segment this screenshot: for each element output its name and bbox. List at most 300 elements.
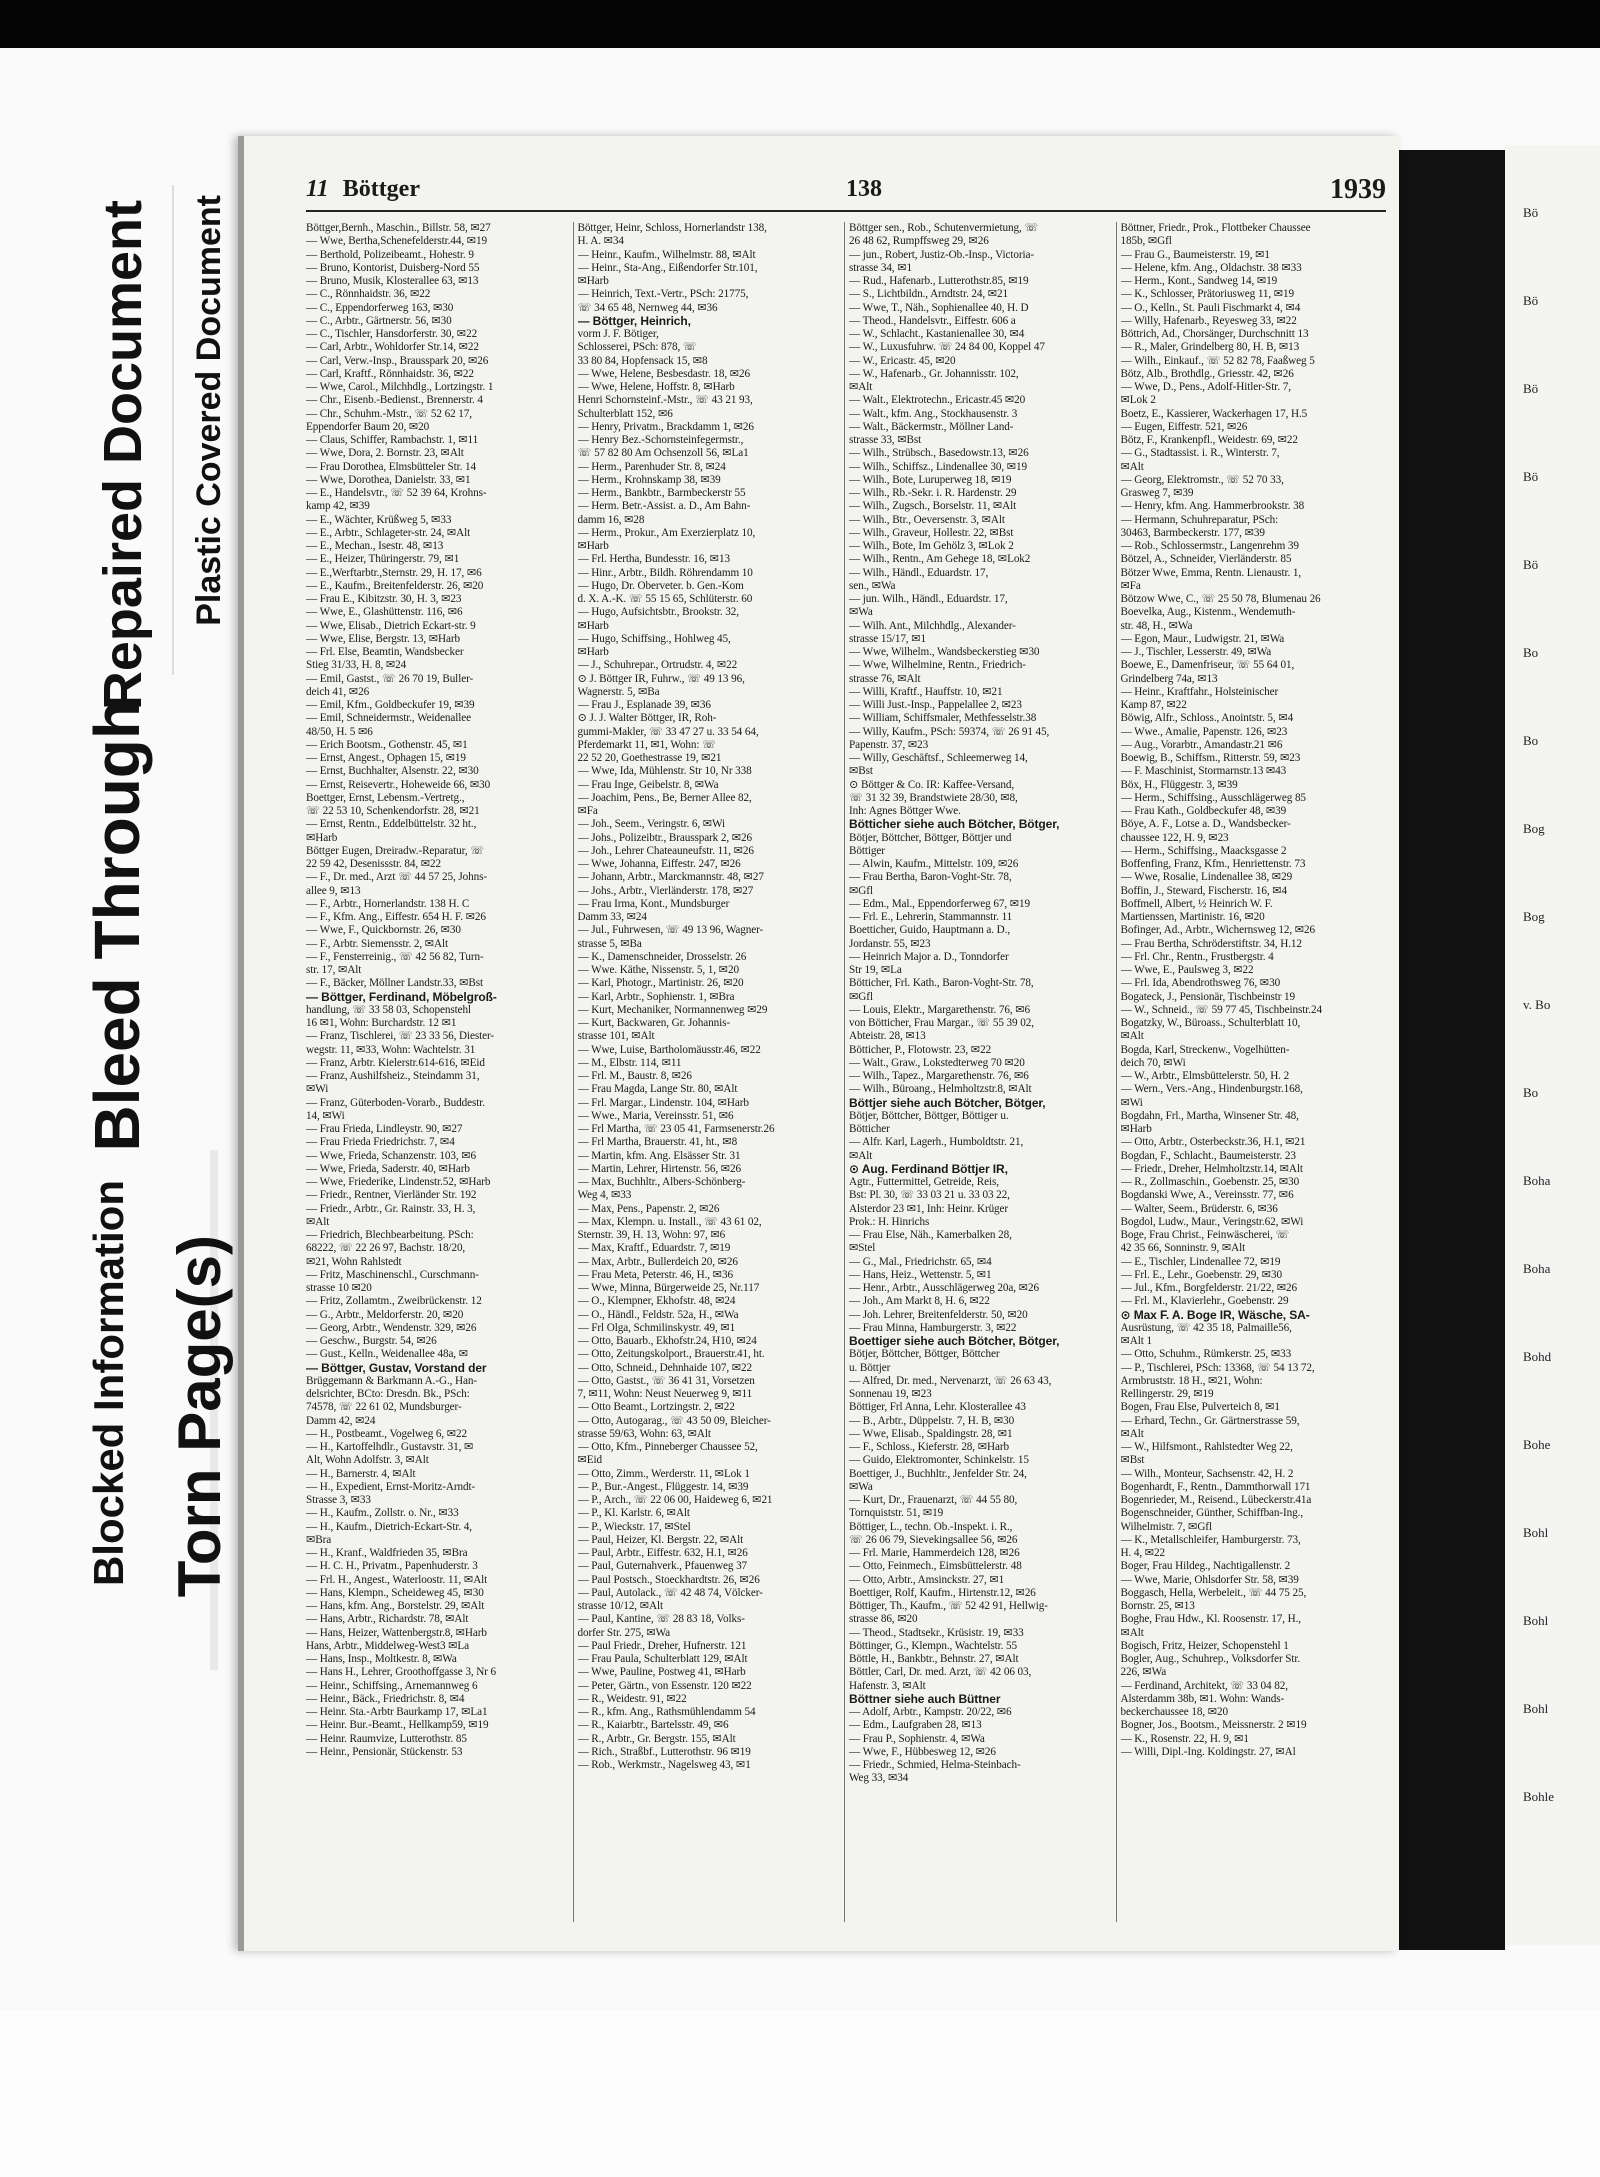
directory-entry-line: Bogler, Aug., Schuhrep., Volksdorfer Str.: [1120, 1653, 1301, 1665]
directory-entry-line: von Bötticher, Frau Margar., ☏ 55 39 02,: [849, 1017, 1034, 1029]
directory-entry-line: Bornstr. 25, ✉13: [1120, 1600, 1195, 1612]
directory-entry-line: — Wwe, E., Paulsweg 3, ✉22: [1120, 964, 1254, 976]
directory-entry-line: — Paul, Kantine, ☏ 28 83 18, Volks-: [577, 1613, 745, 1626]
label-bleed-through: Bleed Through: [81, 700, 153, 1152]
directory-entry-line: Bogdanski Wwe, A., Vereinsstr. 77, ✉6: [1120, 1189, 1294, 1202]
directory-entry-line: ✉Harb: [577, 646, 609, 658]
directory-entry-line: Bogdan, F., Schlacht., Baumeisterstr. 23: [1120, 1149, 1296, 1162]
directory-entry-line: — Heinrich Major a. D., Tonndorfer: [849, 950, 1009, 963]
directory-entry-line: — Frl. E., Lehrerin, Stammannstr. 11: [849, 911, 1013, 923]
directory-entry-line: — Max, Arbtr., Bullerdeich 20, ✉26: [577, 1255, 738, 1268]
directory-entry-line: — Frau Else, Näh., Kamerbalken 28,: [849, 1229, 1012, 1241]
directory-entry-line: Ausrüstung, ☏ 42 35 18, Palmaille56,: [1120, 1321, 1292, 1334]
directory-entry-line: Prok.: H. Hinrichs: [849, 1215, 930, 1228]
directory-entry-line: Boevelka, Aug., Kistenm., Wendemuth-: [1120, 606, 1296, 619]
directory-entry-line: Papenstr. 37, ✉23: [849, 738, 929, 751]
directory-entry-line: — W., Ericastr. 45, ✉20: [849, 354, 956, 367]
directory-entry-line: Böwig, Alfr., Schloss., Anointstr. 5, ✉4: [1120, 712, 1294, 725]
directory-entry-line: — Frl. Else, Beamtin, Wandsbecker: [306, 646, 464, 658]
directory-entry-line: — Otto, Arbtr., Amsinckstr. 27, ✉1: [849, 1573, 1005, 1586]
directory-entry-line: Damm 42, ✉24: [306, 1414, 376, 1427]
directory-entry-line: — Wwe, Helene, Hoffstr. 8, ✉Harb: [577, 381, 735, 393]
directory-entry-line: — Wilh., Einkauf., ☏ 52 82 78, Faaßweg 5: [1120, 354, 1315, 367]
directory-entry-line: — P., Tischlerei, PSch: 13368, ☏ 54 13 72,: [1120, 1361, 1315, 1374]
directory-entry-line: — C., Tischler, Hansdorferstr. 30, ✉22: [306, 328, 478, 340]
directory-entry-line: ☏ 22 53 10, Schenkendorfstr. 28, ✉21: [306, 805, 480, 817]
directory-entry-line: — Frl. Marie, Hammerdeich 128, ✉26: [849, 1547, 1020, 1559]
directory-entry-line: Bötz, Alb., Brothdlg., Griesstr. 42, ✉26: [1120, 367, 1294, 380]
directory-entry-line: — S., Lichtbildn., Arndtstr. 24, ✉21: [849, 288, 1008, 301]
facing-page-text: v. Bo: [1523, 997, 1551, 1012]
directory-entry-line: Armbruststr. 18 H., ✉21, Wohn:: [1120, 1374, 1263, 1387]
facing-page-text: Bohe: [1523, 1437, 1551, 1452]
directory-entry-line: — Otto, Feinmech., Eimsbüttelerstr. 48: [849, 1560, 1022, 1573]
directory-entry-line: — Fritz, Zollamtm., Zweibrückenstr. 12: [306, 1295, 482, 1308]
directory-entry-line: Sonnenau 19, ✉23: [849, 1388, 932, 1400]
directory-entry-line: ⊙ Böttger & Co. IR: Kaffee-Versand,: [849, 778, 1015, 791]
label-repaired-document: Repaired Document: [93, 200, 153, 711]
directory-entry-line: Böttiger: [849, 844, 885, 857]
directory-entry-line: Böx, H., Flüggestr. 3, ✉39: [1120, 778, 1238, 791]
directory-entry-line: — Ernst, Buchhalter, Alsenstr. 22, ✉30: [306, 765, 479, 778]
directory-entry-line: — Wwe, Dorothea, Danielstr. 33, ✉1: [306, 473, 471, 486]
directory-entry-line: Bötticher, Frl. Kath., Baron-Voght-Str. 78,: [849, 977, 1034, 990]
directory-entry-line: — Otto, Gastst., ☏ 36 41 31, Vorsetzen: [577, 1374, 755, 1387]
directory-entry-line: ✉Bst: [1120, 1454, 1145, 1467]
directory-entry-line: — Hans, Heizer, Wattenbergstr.8, ✉Harb: [306, 1626, 487, 1639]
directory-entry-line: Damm 33, ✉24: [577, 911, 647, 923]
directory-entry-line: ⊙ J. Böttger IR, Fuhrw., ☏ 49 13 96,: [577, 672, 745, 685]
directory-entry-line: — Frau J., Esplanade 39, ✉36: [577, 699, 711, 711]
directory-entry-line: — Peter, Gärtn., von Essenstr. 120 ✉22: [577, 1679, 752, 1692]
directory-entry-line: — E., Arbtr., Schlageter-str. 24, ✉Alt: [306, 526, 471, 539]
directory-entry-line: ✉Fa: [577, 805, 598, 817]
directory-entry-line: — O., Kelln., St. Pauli Fischmarkt 4, ✉4: [1120, 301, 1301, 314]
directory-entry-line: — Ernst, Angest., Ophagen 15, ✉19: [306, 752, 466, 764]
directory-entry-line: — Friedr., Dreher, Helmholtzstr.14, ✉Alt: [1120, 1162, 1303, 1175]
directory-entry-line: — Martin, kfm. Ang. Elsässer Str. 31: [577, 1149, 741, 1162]
directory-entry-line: 185b, ✉Gfl: [1120, 235, 1172, 248]
directory-entry-line: Agtr., Futtermittel, Getreide, Reis,: [849, 1176, 999, 1188]
directory-entry-line: — Erhard, Techn., Gr. Gärtnerstrasse 59,: [1120, 1414, 1300, 1427]
label-plastic-covered-document: Plastic Covered Document: [190, 195, 228, 626]
directory-entry-line: ☏ 57 82 80 Am Ochsenzoll 56, ✉La1: [577, 447, 749, 460]
directory-entry-line: — Joh. Lehrer, Breitenfelderstr. 50, ✉20: [849, 1308, 1028, 1321]
facing-page-text: Bo: [1523, 733, 1539, 748]
directory-entry-line: Abteistr. 28, ✉13: [849, 1030, 926, 1043]
directory-entry-line: — Wilh., Rb.-Sekr. i. R. Hardenstr. 29: [849, 487, 1017, 499]
directory-entry-line: Weg 4, ✉33: [577, 1189, 632, 1202]
directory-entry-line: — W., Arbtr., Elmsbüttelerstr. 50, H. 2: [1120, 1070, 1290, 1082]
directory-entry-line: 42 35 66, Sonninstr. 9, ✉Alt: [1120, 1242, 1246, 1255]
directory-entry-line: — Wwe., Amalie, Papenstr. 126, ✉23: [1120, 725, 1288, 738]
directory-entry-line: — Herm. Betr.-Assist. a. D., Am Bahn-: [577, 500, 751, 513]
facing-page-text: Bohle: [1523, 1789, 1555, 1804]
directory-entry-line: — Georg, Elektromstr., ☏ 52 70 33,: [1120, 473, 1284, 486]
directory-entry-line: Str 19, ✉La: [849, 964, 902, 976]
directory-entry-line: — J., Schuhrepar., Ortrudstr. 4, ✉22: [577, 659, 738, 672]
directory-entry-line: — F., Dr. med., Arzt ☏ 44 57 25, Johns-: [306, 871, 488, 884]
directory-entry-line: — Wwe, Pauline, Postweg 41, ✉Harb: [577, 1666, 746, 1679]
directory-entry-line: — Hans H., Lehrer, Groothoffgasse 3, Nr 6: [306, 1666, 497, 1679]
facing-page-text: Bö: [1523, 381, 1539, 396]
facing-page-text: Bohl: [1523, 1525, 1549, 1540]
facing-page-text: Boha: [1523, 1261, 1551, 1276]
directory-entry-line: — K., Rosenstr. 22, H. 9, ✉1: [1120, 1732, 1249, 1745]
directory-entry-line: — Hugo, Aufsichtsbtr., Brookstr. 32,: [577, 606, 739, 619]
directory-entry-line: handlung, ☏ 33 58 03, Schopenstehl: [306, 1003, 472, 1016]
directory-entry-line: Böttger sen., Rob., Schutenvermietung, ☏: [849, 222, 1039, 234]
directory-entry-line: — O., Händl., Feldstr. 52a, H., ✉Wa: [577, 1308, 739, 1321]
directory-entry-line: — Heinr., Pensionär, Stückenstr. 53: [306, 1745, 463, 1758]
directory-entry-line: Boettiger siehe auch Bötcher, Bötger,: [849, 1335, 1060, 1348]
directory-entry-line: strasse 5, ✉Ba: [577, 937, 642, 950]
directory-entry-line: 48/50, H. 5 ✉6: [306, 725, 373, 738]
directory-entry-line: — Otto, Zimm., Werderstr. 11, ✉Lok 1: [577, 1467, 750, 1480]
directory-entry-line: — W., Luxusfuhrw. ☏ 24 84 00, Koppel 47: [849, 341, 1045, 354]
directory-entry-line: — Heinrich, Text.-Vertr., PSch: 21775,: [577, 288, 749, 301]
directory-entry-line: — Wilh., Strübsch., Basedowstr.13, ✉26: [849, 447, 1029, 460]
directory-entry-line: — Otto, Kfm., Pinneberger Chaussee 52,: [577, 1441, 758, 1453]
directory-entry-line: — Wwe, F., Quickbornstr. 26, ✉30: [306, 924, 461, 937]
directory-entry-line: Boettiger, J., Buchhltr., Jenfelder Str. 24,: [849, 1467, 1027, 1480]
directory-entry-line: Boewe, E., Damenfriseur, ☏ 55 64 01,: [1120, 659, 1295, 672]
directory-entry-line: Bogenschneider, Günther, Schiffban-Ing.,: [1120, 1507, 1304, 1520]
directory-entry-line: — Emil, Kfm., Goldbeckufer 19, ✉39: [306, 699, 475, 711]
directory-entry-line: — Egon, Maur., Ludwigstr. 21, ✉Wa: [1120, 632, 1285, 645]
directory-entry-line: Böttjer siehe auch Bötcher, Bötger,: [849, 1096, 1046, 1110]
directory-entry-line: — Frl. Ida, Abendrothsweg 76, ✉30: [1120, 977, 1281, 990]
directory-entry-line: — Wwe, Carol., Milchhdlg., Lortzingstr. 1: [306, 381, 494, 393]
directory-entry-line: — Johann, Arbtr., Marckmannstr. 48, ✉27: [577, 871, 764, 884]
directory-entry-line: — Wwe, Bertha,Schenefelderstr.44, ✉19: [306, 235, 487, 248]
directory-entry-line: — Edm., Mal., Eppendorferweg 67, ✉19: [849, 897, 1031, 910]
directory-entry-line: 22 52 20, Goethestrasse 19, ✉21: [577, 752, 722, 764]
directory-entry-line: 7, ✉11, Wohn: Neust Neuerweg 9, ✉11: [577, 1388, 753, 1400]
directory-entry-line: Böttner siehe auch Büttner: [849, 1692, 1001, 1706]
directory-entry-line: Bötticher siehe auch Bötcher, Bötger,: [849, 818, 1060, 832]
directory-entry-line: — Otto, Arbtr., Osterbeckstr.36, H.1, ✉21: [1120, 1136, 1306, 1149]
directory-entry-line: — Bruno, Kontorist, Duisberg-Nord 55: [306, 261, 480, 274]
directory-entry-line: — Jul., Kfm., Borgfelderstr. 21/22, ✉26: [1120, 1282, 1297, 1294]
directory-entry-line: — J., Tischler, Lesserstr. 49, ✉Wa: [1120, 646, 1272, 658]
directory-entry-line: — Willy, Hafenarb., Reyesweg 33, ✉22: [1120, 314, 1297, 327]
directory-entry-line: — Theod., Stadtsekr., Krüsistr. 19, ✉33: [849, 1626, 1024, 1639]
directory-entry-line: — Herm., Schiffsing., Ausschlägerweg 85: [1120, 791, 1306, 804]
directory-entry-line: — B., Arbtr., Düppelstr. 7, H. B, ✉30: [849, 1414, 1015, 1427]
directory-entry-line: — E., Wächter, Krüßweg 5, ✉33: [306, 513, 452, 526]
directory-entry-line: — Joh., Am Markt 8, H. 6, ✉22: [849, 1295, 990, 1308]
directory-entry-line: Boffmell, Albert, ½ Heinrich W. F.: [1120, 897, 1273, 910]
directory-entry-line: — Eugen, Eiffestr. 521, ✉26: [1120, 420, 1248, 433]
directory-entry-line: — H., Expedient, Ernst-Moritz-Arndt-: [306, 1480, 476, 1493]
directory-entry-line: Martienssen, Martinistr. 16, ✉20: [1120, 911, 1265, 923]
directory-entry-line: — Carl, Kraftf., Rönnhaidstr. 36, ✉22: [306, 367, 474, 380]
directory-entry-line: — Wwe, Frieda, Saderstr. 40, ✉Harb: [306, 1162, 470, 1175]
directory-entry-line: — R., Weidestr. 91, ✉22: [577, 1692, 687, 1705]
entry-columns: [306, 222, 1391, 1922]
directory-entry-line: — P., Arch., ☏ 22 06 00, Haideweg 6, ✉21: [577, 1494, 773, 1506]
directory-entry-line: — Aug., Vorarbtr., Amandastr.21 ✉6: [1120, 738, 1283, 751]
directory-entry-line: — Böttger, Ferdinand, Möbelgroß-: [306, 990, 497, 1004]
directory-entry-line: ✉Harb: [1120, 1123, 1152, 1135]
directory-entry-line: — Geschw., Burgstr. 54, ✉26: [306, 1335, 437, 1347]
facing-page-text: Bo: [1523, 1085, 1539, 1100]
directory-entry-line: — R., Maler, Grindelberg 80, H. B, ✉13: [1120, 341, 1300, 354]
directory-entry-line: — Karl, Photogr., Martinistr. 26, ✉20: [577, 977, 744, 990]
directory-entry-line: — O., Klempner, Ekhofstr. 48, ✉24: [577, 1295, 736, 1308]
directory-entry-line: ✉Wa: [849, 1480, 873, 1493]
header-running-name: Böttger: [342, 176, 420, 202]
directory-entry-line: — Edm., Laufgraben 28, ✉13: [849, 1719, 982, 1732]
scan-border-top: [0, 0, 1600, 48]
directory-entry-line: Bst: Pl. 30, ☏ 33 03 21 u. 33 03 22,: [849, 1189, 1010, 1202]
directory-entry-line: gummi-Makler, ☏ 33 47 27 u. 33 54 64,: [577, 725, 759, 738]
directory-entry-line: — E., Handelsvtr., ☏ 52 39 64, Krohns-: [306, 487, 487, 499]
directory-entry-line: Boetz, E., Kassierer, Wackerhagen 17, H.5: [1120, 407, 1308, 420]
directory-entry-line: — Louis, Elektr., Margarethenstr. 76, ✉6: [849, 1003, 1031, 1016]
directory-entry-line: — Frau G., Baumeisterstr. 19, ✉1: [1120, 248, 1270, 261]
directory-entry-line: — R., Zollmaschin., Goebenstr. 25, ✉30: [1120, 1176, 1300, 1188]
directory-entry-line: Hafenstr. 3, ✉Alt: [849, 1679, 926, 1692]
directory-entry-line: Böttiger, L., techn. Ob.-Inspekt. i. R.,: [849, 1520, 1013, 1533]
directory-entry-line: — E., Mechan., Isestr. 48, ✉13: [306, 540, 444, 552]
directory-entry-line: — F., Bäcker, Möllner Landstr.33, ✉Bst: [306, 977, 483, 990]
directory-entry-line: — Alfred, Dr. med., Nervenarzt, ☏ 26 63 43,: [849, 1374, 1052, 1387]
directory-entry-line: — Wilh., Bote, Im Gehölz 3, ✉Lok 2: [849, 540, 1014, 552]
directory-entry-line: — Frau Minna, Hamburgerstr. 3, ✉22: [849, 1321, 1017, 1334]
directory-entry-line: deich 70, ✉Wi: [1120, 1056, 1186, 1069]
directory-entry-line: — Wilh., Büroang., Helmholtzstr.8, ✉Alt: [849, 1083, 1032, 1096]
directory-entry-line: — Max, Kraftf., Eduardstr. 7, ✉19: [577, 1242, 731, 1255]
directory-entry-line: Boettiger, Rolf, Kaufm., Hirtenstr.12, ✉26: [849, 1586, 1036, 1599]
directory-entry-line: — Wwe. Käthe, Nissenstr. 5, 1, ✉20: [577, 964, 739, 976]
facing-page-text: Bö: [1523, 205, 1539, 220]
directory-entry-line: 226, ✉Wa: [1120, 1666, 1167, 1679]
directory-entry-line: — Frl Martha, ☏ 23 05 41, Farmsenerstr.26: [577, 1123, 775, 1135]
directory-entry-line: Bötjer, Böttcher, Böttger, Böttjer und: [849, 831, 1012, 844]
directory-entry-line: ✉Stel: [849, 1242, 876, 1255]
directory-entry-line: — Walt., Graw., Lokstedterweg 70 ✉20: [849, 1056, 1025, 1069]
directory-entry-line: Sternstr. 39, H. 13, Wohn: 97, ✉6: [577, 1229, 726, 1241]
directory-entry-line: — Ernst, Reisevertr., Hoheweide 66, ✉30: [306, 778, 491, 791]
directory-entry-line: — C., Rönnhaidstr. 36, ✉22: [306, 288, 431, 301]
directory-entry-line: — Georg, Arbtr., Wendenstr. 329, ✉26: [306, 1321, 477, 1334]
directory-entry-line: ✉Bst: [849, 765, 873, 778]
directory-entry-line: — Wwe, Rosalie, Lindenallee 38, ✉29: [1120, 871, 1293, 884]
directory-entry-line: — Max, Klempn. u. Install., ☏ 43 61 02,: [577, 1215, 762, 1228]
directory-entry-line: Boffenfing, Franz, Kfm., Henriettenstr. 73: [1120, 858, 1306, 870]
directory-entry-line: deich 41, ✉26: [306, 685, 370, 698]
directory-entry-line: — Max, Pens., Papenstr. 2, ✉26: [577, 1202, 720, 1215]
directory-entry-line: — P., Kl. Karlstr. 6, ✉Alt: [577, 1507, 690, 1520]
directory-entry-line: — H., Postbeamt., Vogelweg 6, ✉22: [306, 1427, 468, 1440]
directory-entry-line: — Chr., Eisenb.-Bedienst., Brennerstr. 4: [306, 394, 483, 407]
directory-entry-line: — F. Maschinist, Stormarnstr.13 ✉43: [1120, 765, 1287, 778]
directory-entry-line: — Rud., Hafenarb., Lutterothstr.85, ✉19: [849, 275, 1029, 287]
directory-entry-line: ⊙ J. J. Walter Böttger, IR, Roh-: [577, 712, 717, 725]
directory-entry-line: — Wilh., Monteur, Sachsenstr. 42, H. 2: [1120, 1467, 1294, 1480]
directory-entry-line: — Hans, Insp., Moltkestr. 8, ✉Wa: [306, 1653, 457, 1665]
directory-entry-line: Boettger, Ernst, Lebensm.-Vertretg.,: [306, 791, 465, 804]
directory-entry-line: — Frl. Hertha, Bundesstr. 16, ✉13: [577, 553, 730, 566]
directory-entry-line: Bötjer, Böttcher, Böttger, Böttiger u.: [849, 1109, 1009, 1122]
directory-entry-line: Rellingerstr. 29, ✉19: [1120, 1388, 1214, 1400]
directory-entry-line: — Willy, Geschäftsf., Schleemerweg 14,: [849, 752, 1028, 764]
directory-entry-line: — H., Kartoffelhdlr., Gustavstr. 31, ✉: [306, 1441, 474, 1453]
directory-entry-line: — Wilh., Rentn., Am Gehege 18, ✉Lok2: [849, 553, 1031, 566]
directory-entry-line: strasse 10/12, ✉Alt: [577, 1600, 663, 1612]
label-torn-pages: Torn Page(s): [166, 1235, 233, 1598]
directory-entry-line: — F., Arbtr. Siemensstr. 2, ✉Alt: [306, 937, 449, 950]
directory-entry-line: ☏ 26 06 79, Sievekingsallee 56, ✉26: [849, 1533, 1018, 1546]
directory-entry-line: Bogdahn, Frl., Martha, Winsener Str. 48,: [1120, 1109, 1299, 1122]
directory-entry-line: wegstr. 11, ✉33, Wohn: Wachtelstr. 31: [306, 1043, 476, 1056]
directory-entry-line: — Paul, Guternahverk., Pfauenweg 37: [577, 1560, 748, 1573]
directory-entry-line: — Otto, Autogarag., ☏ 43 50 09, Bleicher-: [577, 1414, 771, 1427]
directory-entry-line: Boggasch, Hella, Werbeleit., ☏ 44 75 25,: [1120, 1586, 1307, 1599]
directory-entry-line: — Carl, Verw.-Insp., Brausspark 20, ✉26: [306, 354, 489, 367]
directory-entry-line: — Chr., Schuhm.-Mstr., ☏ 52 62 17,: [306, 407, 472, 420]
directory-entry-line: d. X. A.-K. ☏ 55 15 65, Schlüterstr. 60: [577, 593, 753, 605]
directory-entry-line: Tornquiststr. 51, ✉19: [849, 1507, 944, 1520]
directory-entry-line: strasse 76, ✉Alt: [849, 672, 921, 685]
directory-entry-line: ✉Lok 2: [1120, 394, 1156, 407]
directory-entry-line: — Paul, Autolack., ☏ 42 48 74, Völcker-: [577, 1586, 763, 1599]
directory-entry-line: ⊙ Aug. Ferdinand Böttjer IR,: [849, 1162, 1008, 1176]
directory-entry-line: Bogenhardt, F., Rentn., Dammthorwall 171: [1120, 1480, 1311, 1493]
directory-entry-line: — Hans, kfm. Ang., Borstelstr. 29, ✉Alt: [306, 1600, 485, 1612]
directory-entry-line: Bötticher, P., Flotowstr. 23, ✉22: [849, 1043, 992, 1056]
directory-entry-line: — K., Damenschneider, Drosselstr. 26: [577, 950, 747, 963]
directory-entry-line: — Kurt, Backwaren, Gr. Johannis-: [577, 1017, 730, 1029]
directory-entry-line: — H., Kaufm., Dietrich-Eckart-Str. 4,: [306, 1520, 472, 1533]
directory-entry-line: chaussee 122, H. 9, ✉23: [1120, 831, 1229, 844]
directory-entry-line: ✉Alt: [1120, 1030, 1144, 1043]
directory-entry-line: ✉Harb: [306, 831, 338, 844]
directory-entry-line: — F., Schloss., Kieferstr. 28, ✉Harb: [849, 1441, 1009, 1453]
directory-entry-line: 68222, ☏ 22 26 97, Bachstr. 18/20,: [306, 1242, 466, 1255]
directory-entry-line: — Wwe, F., Hübbesweg 12, ✉26: [849, 1745, 996, 1758]
facing-page-text: Boha: [1523, 1173, 1551, 1188]
directory-entry-line: damm 16, ✉28: [577, 513, 645, 526]
directory-entry-line: — Wwe, Helene, Besbesdastr. 18, ✉26: [577, 367, 751, 380]
directory-entry-line: — Joh., Lehrer Chateauneufstr. 11, ✉26: [577, 844, 754, 857]
directory-entry-line: — Franz, Tischlerei, ☏ 23 33 56, Diester-: [306, 1030, 495, 1043]
directory-entry-line: — Carl, Arbtr., Wohldorfer Str.14, ✉22: [306, 341, 479, 354]
directory-entry-line: — Henr., Arbtr., Ausschlägerweg 20a, ✉26: [849, 1282, 1039, 1294]
directory-entry-line: ✉Alt: [849, 381, 873, 393]
directory-entry-line: — E., Kaufm., Breitenfelderstr. 26, ✉20: [306, 579, 484, 592]
directory-entry-line: Bötzow Wwe, C., ☏ 25 50 78, Blumenau 26: [1120, 593, 1321, 605]
directory-entry-line: ✉Harb: [577, 619, 609, 632]
directory-entry-line: — Frau Frieda, Lindleystr. 90, ✉27: [306, 1123, 463, 1135]
directory-entry-line: — Frl. Chr., Rentn., Frustbergstr. 4: [1120, 950, 1274, 963]
directory-entry-line: — P., Bur.-Angest., Flüggestr. 14, ✉39: [577, 1480, 749, 1493]
directory-entry-line: — Herm., Bankbtr., Barmbeckerstr 55: [577, 487, 746, 499]
directory-entry-line: — Rob., Werkmstr., Nagelsweg 43, ✉1: [577, 1759, 751, 1771]
directory-entry-line: — Frau E., Kibitzstr. 30, H. 3, ✉23: [306, 593, 462, 605]
directory-entry-line: Böttger,Bernh., Maschin., Billstr. 58, ✉27: [306, 222, 491, 234]
directory-entry-line: — Friedr., Rentner, Vierländer Str. 192: [306, 1189, 477, 1202]
directory-entry-line: — Böttger, Gustav, Vorstand der: [306, 1361, 487, 1375]
header-year: 1939: [1330, 174, 1386, 205]
directory-entry-line: strasse 101, ✉Alt: [577, 1030, 655, 1043]
facing-page-text: Bö: [1523, 557, 1539, 572]
directory-entry-line: Eppendorfer Baum 20, ✉20: [306, 420, 430, 433]
directory-entry-line: — Henry, Privatm., Brackdamm 1, ✉26: [577, 420, 754, 433]
directory-entry-line: — Herm., Schiffsing., Maacksgasse 2: [1120, 844, 1287, 857]
directory-entry-line: — Hugo, Dr. Oberveter. b. Gen.-Kom: [577, 579, 744, 592]
directory-entry-line: — Frl. H., Angest., Waterloostr. 11, ✉Alt: [306, 1573, 488, 1586]
directory-entry-line: — Adolf, Arbtr., Kampstr. 20/22, ✉6: [849, 1706, 1012, 1718]
directory-entry-line: Grasweg 7, ✉39: [1120, 487, 1194, 499]
directory-entry-line: — Wwe., Maria, Vereinsstr. 51, ✉6: [577, 1109, 734, 1122]
directory-entry-line: — Wwe, Marie, Ohlsdorfer Str. 58, ✉39: [1120, 1573, 1299, 1586]
directory-entry-line: strasse 15/17, ✉1: [849, 632, 926, 645]
directory-entry-line: Böttinger, G., Klempn., Wachtelstr. 55: [849, 1639, 1018, 1652]
directory-entry-line: — Heinr. Raumvize, Lutterothstr. 85: [306, 1732, 467, 1745]
directory-entry-line: ✉Alt: [1120, 1427, 1144, 1440]
directory-entry-line: strasse 59/63, Wohn: 63, ✉Alt: [577, 1427, 711, 1440]
directory-entry-line: — Otto, Zeitungskolport., Brauerstr.41, ht.: [577, 1348, 765, 1361]
directory-entry-line: Bogdol, Ludw., Maur., Veringstr.62, ✉Wi: [1120, 1215, 1304, 1228]
directory-entry-line: — Wwe, Elisab., Dietrich Eckart-str. 9: [306, 619, 476, 632]
directory-entry-line: — Friedr., Schmied, Helma-Steinbach-: [849, 1759, 1021, 1771]
directory-entry-line: strasse 86, ✉20: [849, 1613, 918, 1626]
directory-entry-line: — Hugo, Schiffsing., Hohlweg 45,: [577, 632, 731, 645]
directory-entry-line: Alsterdamm 38b, ✉1. Wohn: Wands-: [1120, 1692, 1285, 1705]
directory-entry-line: ✉Alt: [1120, 460, 1144, 473]
directory-entry-line: — Franz, Aushilfsheiz., Steindamm 31,: [306, 1070, 480, 1082]
directory-entry-line: — Alfr. Karl, Lagerh., Humboldtstr. 21,: [849, 1136, 1024, 1149]
directory-entry-line: — jun., Robert, Justiz-Ob.-Insp., Victoria-: [849, 248, 1034, 261]
label-blocked-information: Blocked Information: [85, 1180, 132, 1587]
directory-entry-line: — Wilh., Schiffsz., Lindenallee 30, ✉19: [849, 460, 1027, 473]
directory-entry-line: — G., Arbtr., Meldorferstr. 20, ✉20: [306, 1308, 464, 1321]
directory-entry-line: — Walter, Seem., Brüderstr. 6, ✉36: [1120, 1202, 1278, 1215]
directory-entry-line: — G., Stadtassist. i. R., Winterstr. 7,: [1120, 447, 1280, 460]
directory-entry-line: — Berthold, Polizeibeamt., Hohestr. 9: [306, 248, 474, 261]
directory-entry-line: — Wilh., Btr., Oeversenstr. 3, ✉Alt: [849, 513, 1005, 526]
directory-entry-line: 33 80 84, Hopfensack 15, ✉8: [577, 354, 708, 367]
facing-page-text: Bog: [1523, 909, 1545, 924]
directory-entry-line: — Wwe, E., Glashüttenstr. 116, ✉6: [306, 606, 463, 619]
directory-entry-line: — Otto, Schuhm., Rümkerstr. 25, ✉33: [1120, 1348, 1292, 1361]
directory-entry-line: Bötz, F., Krankenpfl., Weidestr. 69, ✉22: [1120, 434, 1298, 446]
directory-entry-line: — Erich Bootsm., Gothenstr. 45, ✉1: [306, 738, 468, 751]
directory-entry-line: — Wwe, Minna, Bürgerweide 25, Nr.117: [577, 1282, 760, 1294]
directory-entry-line: — F., Kfm. Ang., Eiffestr. 654 H. F. ✉26: [306, 911, 486, 923]
directory-entry-line: sen., ✉Wa: [849, 579, 896, 592]
directory-entry-line: — Rich., Straßbf., Lutterothstr. 96 ✉19: [577, 1745, 751, 1758]
directory-entry-line: Schulterblatt 152, ✉6: [577, 407, 673, 420]
directory-entry-line: — Theod., Handelsvtr., Eiffestr. 606 a: [849, 314, 1016, 327]
directory-entry-line: — Herm., Prokur., Am Exerzierplatz 10,: [577, 526, 756, 539]
directory-entry-line: Böttger Eugen, Dreiradw.-Reparatur, ☏: [306, 844, 485, 857]
directory-entry-line: — Frau Kath., Goldbeckufer 48, ✉39: [1120, 805, 1287, 817]
header-section-number: 11: [306, 176, 329, 202]
directory-entry-line: — Wilh., Graveur, Hollestr. 22, ✉Bst: [849, 526, 1014, 539]
directory-entry-line: — Joh., Seem., Veringstr. 6, ✉Wi: [577, 818, 726, 831]
facing-page-text: Bö: [1523, 293, 1539, 308]
directory-entry-line: — Wwe, Friederike, Lindenstr.52, ✉Harb: [306, 1176, 491, 1188]
directory-entry-line: — Wern., Vers.-Ang., Hindenburgstr.168,: [1120, 1083, 1303, 1096]
directory-entry-line: — R., kfm. Ang., Rathsmühlendamm 54: [577, 1706, 756, 1718]
directory-entry-line: — Henry, kfm. Ang. Hammerbrookstr. 38: [1120, 500, 1305, 513]
directory-entry-line: ✉Wa: [849, 606, 873, 619]
directory-entry-line: — Kurt, Dr., Frauenarzt, ☏ 44 55 80,: [849, 1494, 1018, 1506]
